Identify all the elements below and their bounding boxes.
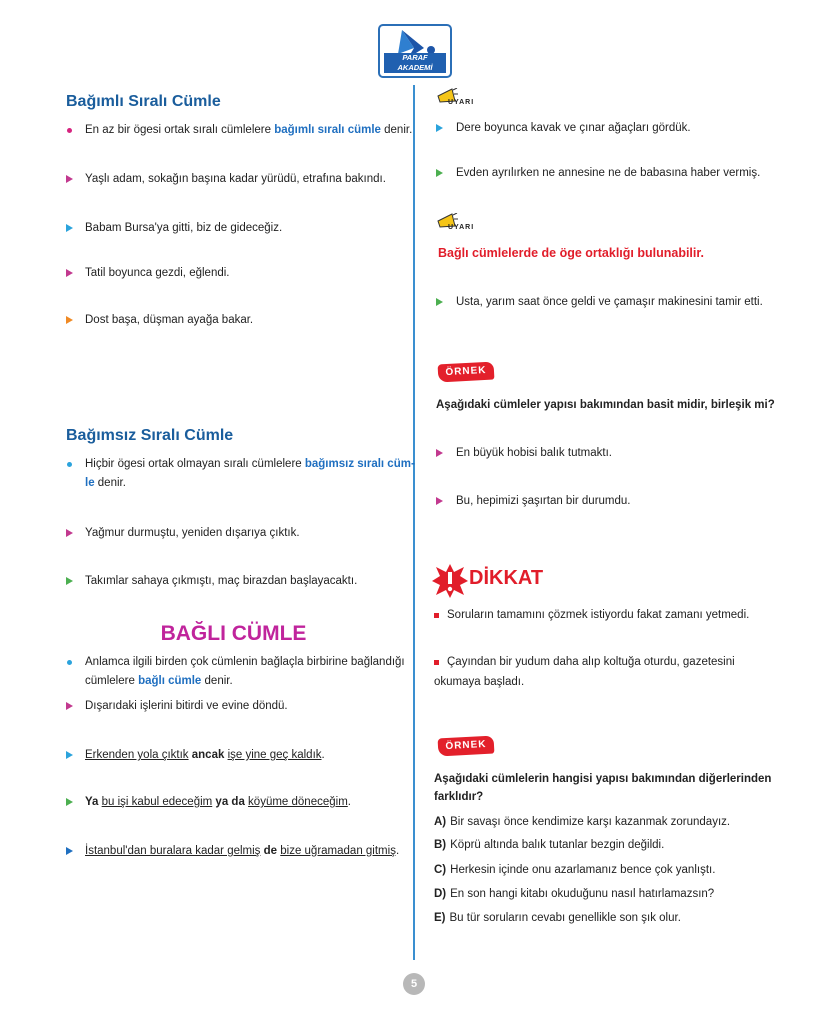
example-sentence: Takımlar sahaya çıkmıştı, maç birazdan başlayacaktı. bbox=[85, 575, 358, 587]
section-title-bagimli: Bağımlı Sıralı Cümle bbox=[66, 93, 221, 110]
text: denir. bbox=[201, 675, 233, 687]
clause: bu işi kabul edeceğim bbox=[101, 796, 213, 808]
example-sentence: Usta, yarım saat önce geldi ve çamaşır makinesini tamir etti. bbox=[456, 296, 763, 308]
answer-option-a[interactable] bbox=[434, 813, 730, 832]
example-sentence bbox=[85, 793, 351, 812]
option-text: En son hangi kitabı okuduğunu nasıl hatırlamazsın? bbox=[450, 888, 715, 900]
option-text: Köprü altında balık tutanlar bezgin değildi. bbox=[450, 839, 665, 851]
uyari-badge bbox=[436, 88, 480, 110]
dikkat-item: Çayından bir yudum daha alıp koltuğa oturdu, gazetesini bbox=[447, 656, 735, 668]
option-key: D) bbox=[434, 888, 447, 900]
dikkat-item-cont: okumaya başladı. bbox=[434, 676, 525, 688]
definition-bagimli bbox=[85, 121, 412, 140]
triangle-bullet-icon bbox=[66, 529, 73, 537]
keyword: bağımsız sıralı cüm- bbox=[304, 458, 415, 470]
text: cümlelere bbox=[85, 675, 139, 687]
uyari-badge bbox=[436, 213, 480, 235]
definition-bagimsiz bbox=[85, 455, 415, 474]
definition-bagli: Anlamca ilgili birden çok cümlenin bağlaçla birbirine bağlandığı bbox=[85, 656, 405, 668]
option-key: B) bbox=[434, 839, 447, 851]
answer-option-c[interactable] bbox=[434, 861, 715, 880]
conjunction: de bbox=[260, 845, 281, 857]
triangle-bullet-icon bbox=[66, 175, 73, 183]
conjunction: Ya bbox=[85, 796, 99, 808]
square-bullet-icon bbox=[434, 613, 439, 618]
uyari-label: UYARI bbox=[448, 224, 475, 231]
triangle-bullet-icon bbox=[66, 269, 73, 277]
option-text: Bir savaşı önce kendimize karşı kazanmak zorundayız. bbox=[450, 816, 731, 828]
uyari-note: Bağlı cümlelerde de öge ortaklığı bulunabilir. bbox=[438, 246, 705, 260]
option-key: E) bbox=[434, 912, 446, 924]
clause: bize uğramadan gitmiş bbox=[280, 845, 396, 857]
definition-bagli-cont bbox=[85, 672, 233, 691]
page-number: 5 bbox=[403, 973, 425, 995]
text: denir. bbox=[94, 477, 126, 489]
section-title-bagli: BAĞLI CÜMLE bbox=[160, 622, 307, 645]
triangle-bullet-icon bbox=[436, 298, 443, 306]
triangle-bullet-icon bbox=[436, 169, 443, 177]
paraf-akademi-logo bbox=[378, 24, 452, 78]
clause: İstanbul'dan buralara kadar gelmiş bbox=[85, 845, 261, 857]
triangle-bullet-icon bbox=[436, 124, 443, 132]
conjunction: ya da bbox=[212, 796, 249, 808]
clause: Erkenden yola çıktık bbox=[85, 749, 189, 761]
answer-option-b[interactable] bbox=[434, 836, 664, 855]
square-bullet-icon bbox=[434, 660, 439, 665]
answer-option-e[interactable] bbox=[434, 909, 681, 928]
question: Aşağıdaki cümlelerin hangisi yapısı bakımından diğerlerinden bbox=[434, 773, 772, 785]
triangle-bullet-icon bbox=[66, 224, 73, 232]
text: . bbox=[395, 845, 400, 857]
option-key: C) bbox=[434, 864, 447, 876]
text: . bbox=[347, 796, 351, 808]
text: denir. bbox=[380, 124, 413, 136]
definition-bagimsiz-cont bbox=[85, 474, 126, 493]
keyword: bağımlı sıralı cümle bbox=[274, 124, 381, 136]
triangle-bullet-icon bbox=[436, 497, 443, 505]
section-title-bagimsiz: Bağımsız Sıralı Cümle bbox=[66, 427, 234, 444]
option-text: Bu tür soruların cevabı genellikle son şık olur. bbox=[449, 912, 681, 924]
column-divider bbox=[413, 85, 415, 960]
triangle-bullet-icon bbox=[436, 449, 443, 457]
dikkat-title: DİKKAT bbox=[469, 567, 544, 589]
triangle-bullet-icon bbox=[66, 751, 73, 759]
clause: işe yine geç kaldık bbox=[227, 749, 322, 761]
dikkat-item: Soruların tamamını çözmek istiyordu fakat zamanı yetmedi. bbox=[447, 609, 750, 621]
option-text: Herkesin içinde onu azarlamanız bence çok yanlıştı. bbox=[450, 864, 716, 876]
exclamation-burst-icon bbox=[432, 564, 468, 598]
triangle-bullet-icon bbox=[66, 316, 73, 324]
bullet-dot-icon bbox=[67, 462, 72, 467]
text: Hiçbir ögesi ortak olmayan sıralı cümlelere bbox=[85, 458, 305, 470]
example-sentence: Evden ayrılırken ne annesine ne de babasına haber vermiş. bbox=[456, 167, 761, 179]
example-sentence: Babam Bursa'ya gitti, biz de gideceğiz. bbox=[85, 222, 283, 234]
uyari-label: UYARI bbox=[448, 99, 475, 106]
question: Aşağıdaki cümleler yapısı bakımından basit midir, birleşik mi? bbox=[436, 399, 775, 411]
keyword: bağlı cümle bbox=[138, 675, 202, 687]
ornek-badge: ÖRNEK bbox=[438, 362, 495, 383]
clause: köyüme döneceğim bbox=[248, 796, 348, 808]
bullet-dot-icon bbox=[67, 660, 72, 665]
example-sentence: Yağmur durmuştu, yeniden dışarıya çıktık. bbox=[85, 527, 300, 539]
example-sentence: Bu, hepimizi şaşırtan bir durumdu. bbox=[456, 495, 631, 507]
ornek-badge: ÖRNEK bbox=[438, 736, 495, 757]
text: . bbox=[321, 749, 325, 761]
triangle-bullet-icon bbox=[66, 577, 73, 585]
question-cont: farklıdır? bbox=[434, 791, 484, 803]
triangle-bullet-icon bbox=[66, 702, 73, 710]
triangle-bullet-icon bbox=[66, 847, 73, 855]
example-sentence: Dost başa, düşman ayağa bakar. bbox=[85, 314, 254, 326]
answer-option-d[interactable] bbox=[434, 885, 714, 904]
option-key: A) bbox=[434, 816, 447, 828]
example-sentence: Dışarıdaki işlerini bitirdi ve evine döndü. bbox=[85, 700, 288, 712]
conjunction: ancak bbox=[188, 749, 228, 761]
keyword: le bbox=[85, 477, 95, 489]
example-sentence: Tatil boyunca gezdi, eğlendi. bbox=[85, 267, 230, 279]
triangle-bullet-icon bbox=[66, 798, 73, 806]
bullet-dot-icon bbox=[67, 128, 72, 133]
example-sentence bbox=[85, 746, 325, 765]
example-sentence: En büyük hobisi balık tutmaktı. bbox=[456, 447, 612, 459]
example-sentence: Yaşlı adam, sokağın başına kadar yürüdü, etrafına bakındı. bbox=[85, 173, 386, 185]
text: En az bir ögesi ortak sıralı cümlelere bbox=[85, 124, 275, 136]
logo-text: PARAF AKADEMİ bbox=[384, 53, 446, 73]
example-sentence bbox=[85, 842, 399, 861]
example-sentence: Dere boyunca kavak ve çınar ağaçları gördük. bbox=[456, 122, 691, 134]
